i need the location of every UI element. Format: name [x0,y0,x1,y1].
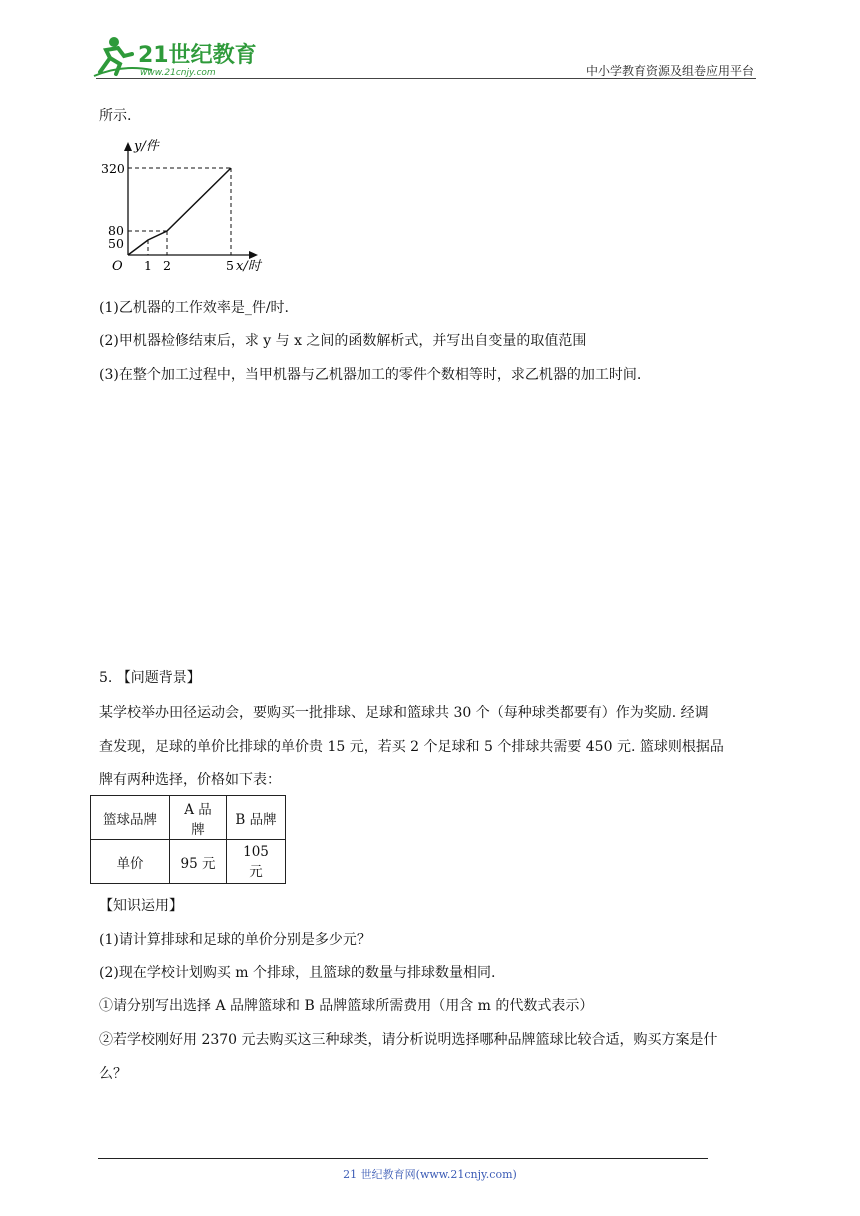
q4-part1: (1)乙机器的工作效率是_件/时. [99,300,289,316]
tick-80: 80 [108,223,124,238]
table-header-cell: A 品牌 [170,796,227,840]
q5-part2: (2)现在学校计划购买 m 个排球，且篮球的数量与排球数量相同. [99,965,496,981]
q5-part2-2: ②若学校刚好用 2370 元去购买这三种球类，请分析说明选择哪种品牌篮球比较合适，购买方案是什 [99,1032,718,1048]
table-cell: 单价 [91,840,170,884]
price-table [90,795,286,884]
q5-part2-2-cont: 么？ [99,1066,127,1082]
x-axis-label: x/时 [236,259,261,274]
origin-label: O [112,259,123,274]
logo-url: www.21cnjy.com [140,68,216,78]
tick-50: 50 [108,236,124,251]
site-logo [92,34,262,80]
x-axis-arrow-icon [249,251,258,259]
logo-text: 21世纪教育 [138,43,257,68]
tick-x2: 2 [163,258,171,273]
tick-x1: 1 [144,258,152,273]
q4-part2: (2)甲机器检修结束后，求 y 与 x 之间的函数解析式，并写出自变量的取值范围 [99,333,587,349]
q5-part2-1: ①请分别写出选择 A 品牌篮球和 B 品牌篮球所需费用（用含 m 的代数式表示） [99,998,594,1014]
table-cell: 105 元 [227,840,286,884]
footer-link[interactable]: 21 世纪教育网(www.21cnjy.com) [343,1168,517,1181]
q5-title: 5. 【问题背景】 [99,670,201,686]
q4-part3: (3)在整个加工过程中，当甲机器与乙机器加工的零件个数相等时，求乙机器的加工时间. [99,367,642,383]
table-row [91,796,286,840]
y-axis-label: y/件 [134,139,159,154]
tick-x5: 5 [226,258,234,273]
graph-line [128,168,231,255]
tick-320: 320 [101,161,125,176]
y-axis-arrow-icon [124,142,132,151]
header-divider [96,78,756,79]
runner-logo-icon [92,34,262,80]
function-graph [98,134,288,276]
q5-line2: 查发现，足球的单价比排球的单价贵 15 元，若买 2 个足球和 5 个排球共需要 450 元. 篮球则根据品 [99,739,724,755]
intro-text: 所示. [99,108,132,124]
table-header-cell: 篮球品牌 [91,796,170,840]
table-cell: 95 元 [170,840,227,884]
table-row [91,840,286,884]
q5-part1: (1)请计算排球和足球的单价分别是多少元？ [99,932,371,948]
section-heading: 【知识运用】 [99,898,183,914]
q5-line1: 某学校举办田径运动会，要购买一批排球、足球和篮球共 30 个（每种球类都要有）作为奖励. 经调 [99,705,709,721]
header-tagline: 中小学教育资源及组卷应用平台 [585,64,754,78]
table-header-cell: B 品牌 [227,796,286,840]
q5-line3: 牌有两种选择，价格如下表： [99,772,281,788]
footer-divider [98,1158,708,1159]
